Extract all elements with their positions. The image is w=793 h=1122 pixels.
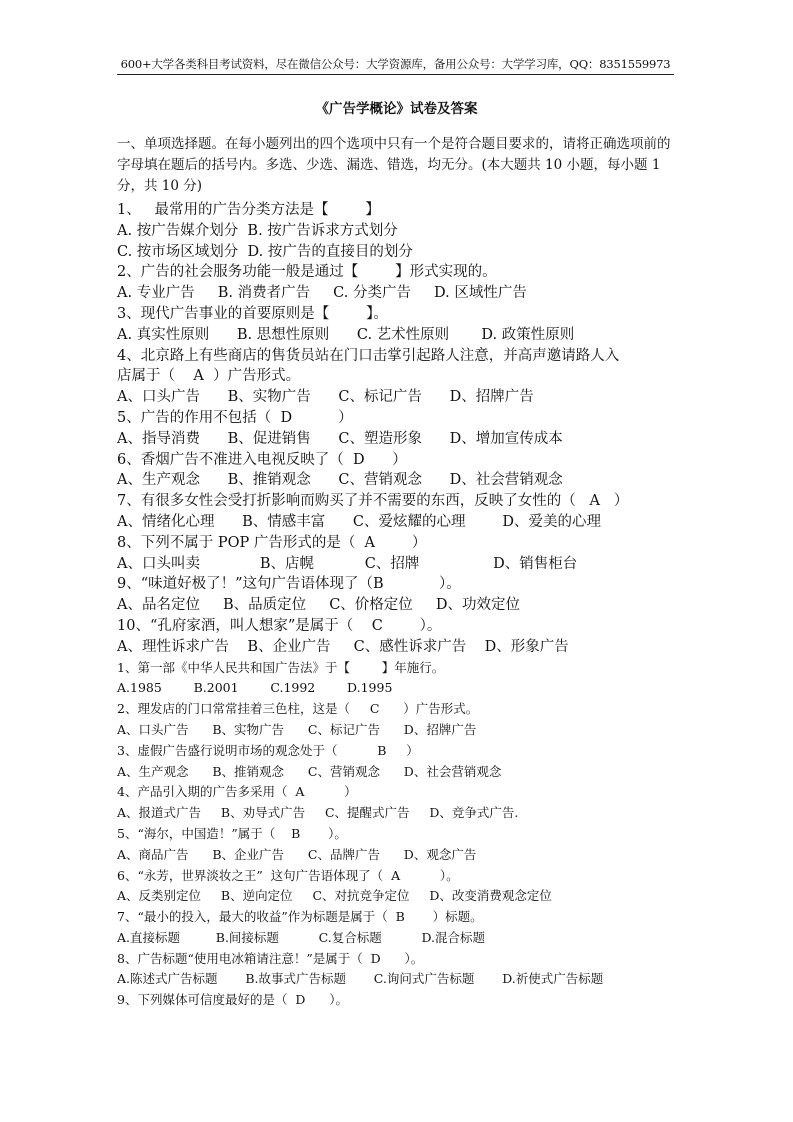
question-4-cont: 店属于（ A ）广告形式。 [117, 368, 301, 385]
document-title: 《广告学概论》试卷及答案 [315, 101, 478, 117]
question-3: 3、现代广告事业的首要原则是【 】。 [117, 305, 388, 322]
page-header: 600+大学各类科目考试资料，尽在微信公众号：大学资源库，备用公众号：大学学习库，QQ：8351559973 [120, 57, 671, 71]
question-5: 5、广告的作用不包括（ D ） [117, 409, 353, 426]
question-b4: 4、产品引入期的广告多采用（ A ） [117, 784, 357, 800]
options-b7: A.直接标题 B.间接标题 C.复合标题 D.混合标题 [117, 929, 486, 945]
question-b6: 6、“永芳，世界淡妆之王” 这句广告语体现了（ A ）。 [117, 867, 459, 883]
options-10: A、理性诉求广告 B、企业广告 C、感性诉求广告 D、形象广告 [117, 638, 569, 655]
options-8: A、口头叫卖 B、店幌 C、招牌 D、销售柜台 [117, 555, 578, 572]
options-1a: A. 按广告媒介划分 B. 按广告诉求方式划分 [117, 222, 398, 239]
question-7: 7、有很多女性会受打折影响而购买了并不需要的东西，反映了女性的（ A ） [117, 493, 629, 510]
options-1b: C. 按市场区域划分 D. 按广告的直接目的划分 [117, 243, 413, 260]
options-6: A、生产观念 B、推销观念 C、营销观念 D、社会营销观念 [117, 472, 563, 489]
question-8: 8、下列不属于 POP 广告形式的是（ A ） [117, 534, 427, 551]
question-list [117, 200, 682, 1011]
question-2: 2、广告的社会服务功能一般是通过【 】形式实现的。 [117, 264, 497, 281]
question-b9: 9、下列媒体可信度最好的是（ D ）。 [117, 992, 349, 1008]
options-b5: A、商品广告 B、企业广告 C、品牌广告 D、观念广告 [117, 846, 477, 862]
question-6: 6、香烟广告不准进入电视反映了（ D ） [117, 451, 407, 468]
question-b3: 3、虚假广告盛行说明市场的观念处于（ B ） [117, 742, 419, 758]
options-7: A、情绪化心理 B、情感丰富 C、爱炫耀的心理 D、爱美的心理 [117, 513, 602, 530]
options-b2: A、口头广告 B、实物广告 C、标记广告 D、招牌广告 [117, 721, 477, 737]
options-b6: A、反类别定位 B、逆向定位 C、对抗竞争定位 D、改变消费观念定位 [117, 888, 552, 904]
options-b4: A、报道式广告 B、劝导式广告 C、提醒式广告 D、竞争式广告. [117, 805, 519, 821]
options-3: A. 真实性原则 B. 思想性原则 C. 艺术性原则 D. 政策性原则 [117, 326, 575, 343]
header-divider [117, 74, 674, 75]
options-b3: A、生产观念 B、推销观念 C、营销观念 D、社会营销观念 [117, 763, 502, 779]
question-9: 9、“味道好极了！”这句广告语体现了（B ）。 [117, 576, 461, 593]
question-b7: 7、“最小的投入，最大的收益”作为标题是属于（ B ）标题。 [117, 909, 483, 925]
question-4: 4、北京路上有些商店的售货员站在门口击掌引起路人注意，并高声邀请路人入 [117, 347, 620, 364]
options-b8: A.陈述式广告标题 B.故事式广告标题 C.询问式广告标题 D.祈使式广告标题 [117, 971, 604, 987]
options-4: A、口头广告 B、实物广告 C、标记广告 D、招牌广告 [117, 389, 534, 406]
question-b8: 8、广告标题“使用电冰箱请注意！”是属于（ D ）。 [117, 950, 424, 966]
question-b2: 2、理发店的门口常常挂着三色柱，这是（ C ）广告形式。 [117, 701, 479, 717]
question-b5: 5、“海尔，中国造！”属于（ B ）。 [117, 825, 347, 841]
section-instructions: 一、单项选择题。在每小题列出的四个选项中只有一个是符合题目要求的，请将正确选项前的字母填在题后的括号内。多选、少选、漏选、错选，均无分。(本大题共 10 小题，每小题 1 分，共 10 分) [117, 136, 671, 194]
question-10: 10、“孔府家酒，叫人想家”是属于（ C ）。 [117, 617, 442, 634]
question-1: 1、 最常用的广告分类方法是【 】 [117, 202, 380, 218]
options-2: A. 专业广告 B. 消费者广告 C. 分类广告 D. 区域性广告 [117, 285, 527, 302]
options-9: A、品名定位 B、品质定位 C、价格定位 D、功效定位 [117, 597, 520, 614]
options-5: A、指导消费 B、促进销售 C、塑造形象 D、增加宣传成本 [117, 430, 563, 447]
question-b1: 1、第一部《中华人民共和国广告法》于【 】年施行。 [117, 659, 445, 675]
options-b1: A.1985 B.2001 C.1992 D.1995 [117, 680, 393, 696]
